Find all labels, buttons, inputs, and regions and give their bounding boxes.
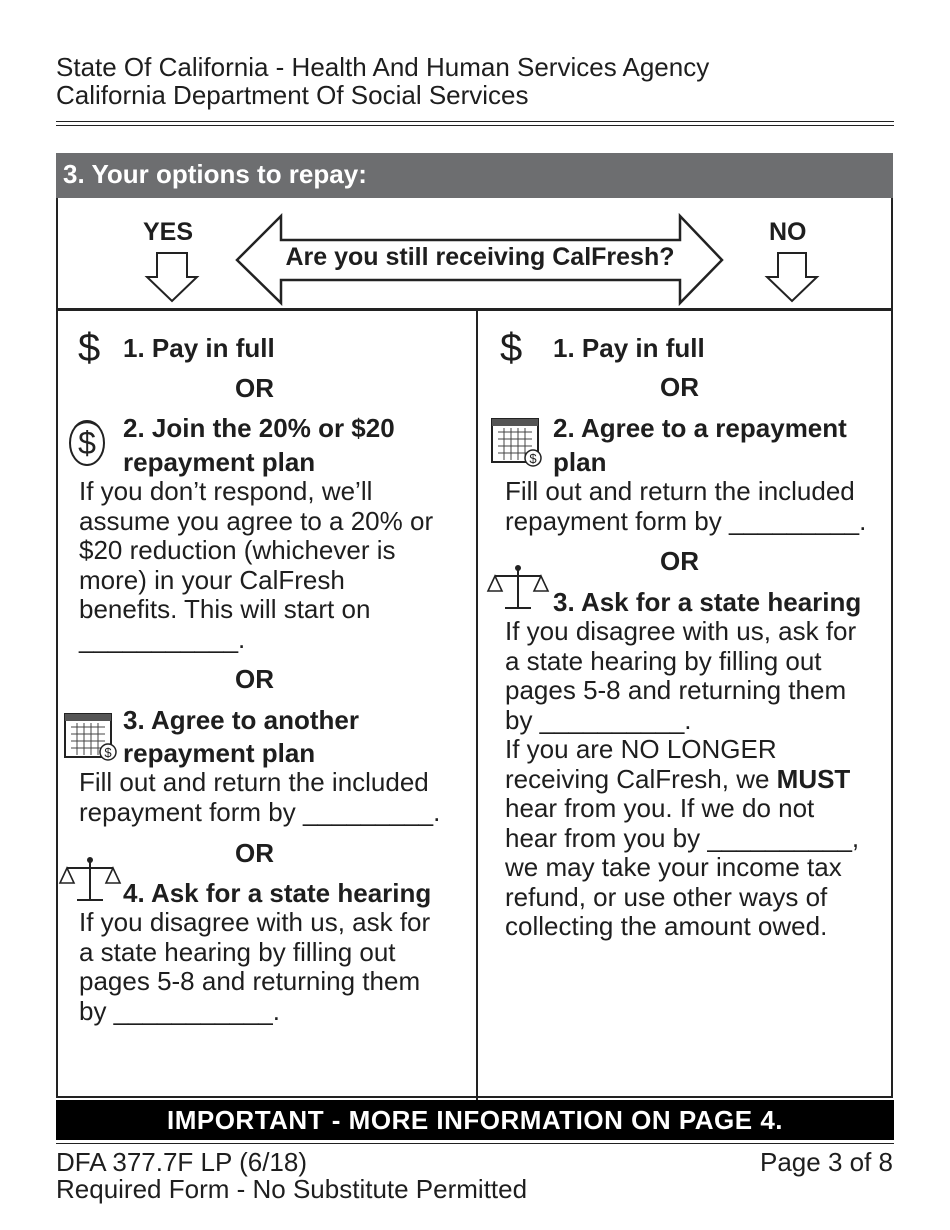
text-line: hear from you. If we do not [505, 793, 815, 823]
text-line: pages 5-8 and returning them [79, 966, 421, 996]
calfresh-question: Are you still receiving CalFresh? [285, 243, 675, 271]
right-option-3-text [505, 617, 859, 942]
text-line: ___________. [79, 623, 246, 654]
svg-text:$: $ [529, 451, 537, 466]
left-option-2-line1: 2. Join the 20% or $20 [123, 413, 395, 443]
important-banner: IMPORTANT - MORE INFORMATION ON PAGE 4. [56, 1100, 894, 1140]
right-option-3: 3. Ask for a state hearing [553, 587, 862, 617]
text-line: we may take your income tax [505, 852, 842, 882]
section-title: 3. Your options to repay: [56, 153, 893, 198]
text-line: Fill out and return the included [79, 767, 429, 797]
text-line: collecting the amount owed. [505, 911, 828, 941]
left-option-3-line2: repayment plan [123, 738, 316, 768]
right-or-1: OR [660, 372, 699, 402]
row-divider [56, 308, 893, 311]
text-line: Fill out and return the included [505, 476, 855, 506]
right-option-2-line2: plan [553, 447, 607, 477]
column-divider [476, 310, 478, 1100]
right-option-2-text [505, 477, 866, 536]
dollar-icon: $ [78, 326, 101, 370]
footer-rule [56, 1143, 894, 1144]
page-number: Page 3 of 8 [760, 1147, 893, 1177]
agency-name: State Of California - Health And Human Services Agency [56, 52, 710, 82]
scales-icon [491, 563, 547, 613]
right-or-2: OR [660, 546, 699, 576]
dollar-icon: $ [500, 326, 523, 370]
text-line: If you don’t respond, we’ll [79, 476, 373, 506]
department-name: California Department Of Social Services [56, 80, 529, 110]
text-line: pages 5-8 and returning them [505, 675, 847, 705]
yes-label: YES [143, 218, 194, 246]
left-or-2: OR [235, 664, 274, 694]
left-or-3: OR [235, 838, 274, 868]
left-option-4-text [79, 908, 430, 1026]
dollar-circle-icon [67, 418, 109, 470]
text-line: a state hearing by filling out [505, 645, 822, 676]
left-option-pay-full: 1. Pay in full [123, 333, 275, 363]
left-option-4: 4. Ask for a state hearing [123, 878, 432, 908]
svg-text:$: $ [104, 745, 112, 760]
left-option-2-text [79, 477, 433, 654]
text-line: $20 reduction (whichever is [79, 535, 396, 565]
text-segment: receiving CalFresh, we [505, 763, 777, 794]
text-line: assume you agree to a 20% or [79, 505, 434, 536]
left-option-3-text [79, 768, 440, 827]
form-id: DFA 377.7F LP (6/18) [56, 1147, 307, 1177]
text-line: If you disagree with us, ask for [79, 907, 431, 937]
text-line: by __________. [505, 704, 692, 735]
right-option-pay-full: 1. Pay in full [553, 333, 705, 363]
text-line: a state hearing by filling out [79, 936, 396, 967]
double-arrow-icon [0, 0, 950, 320]
required-form-note: Required Form - No Substitute Permitted [56, 1174, 528, 1204]
left-option-2-line2: repayment plan [123, 447, 316, 477]
text-line: If you disagree with us, ask for [505, 616, 857, 646]
svg-text:$: $ [78, 425, 96, 461]
text-line: repayment form by _________. [505, 505, 867, 536]
calendar-dollar-icon [64, 713, 118, 763]
right-option-2-line1: 2. Agree to a repayment [553, 413, 847, 443]
left-option-3-line1: 3. Agree to another [123, 705, 359, 735]
text-line: benefits. This will start on [79, 594, 371, 624]
text-line: by ___________. [79, 995, 280, 1026]
scales-icon [63, 855, 119, 905]
must-emphasis: MUST [776, 763, 851, 794]
text-line [505, 765, 859, 795]
text-line: refund, or use other ways of [505, 881, 828, 912]
text-line: hear from you by __________, [505, 822, 860, 853]
text-line: If you are NO LONGER [505, 734, 777, 764]
calendar-dollar-icon [491, 418, 545, 468]
text-line: repayment form by _________. [79, 796, 441, 827]
text-line: more) in your CalFresh [79, 564, 345, 595]
no-label: NO [769, 218, 807, 246]
left-or-1: OR [235, 373, 274, 403]
